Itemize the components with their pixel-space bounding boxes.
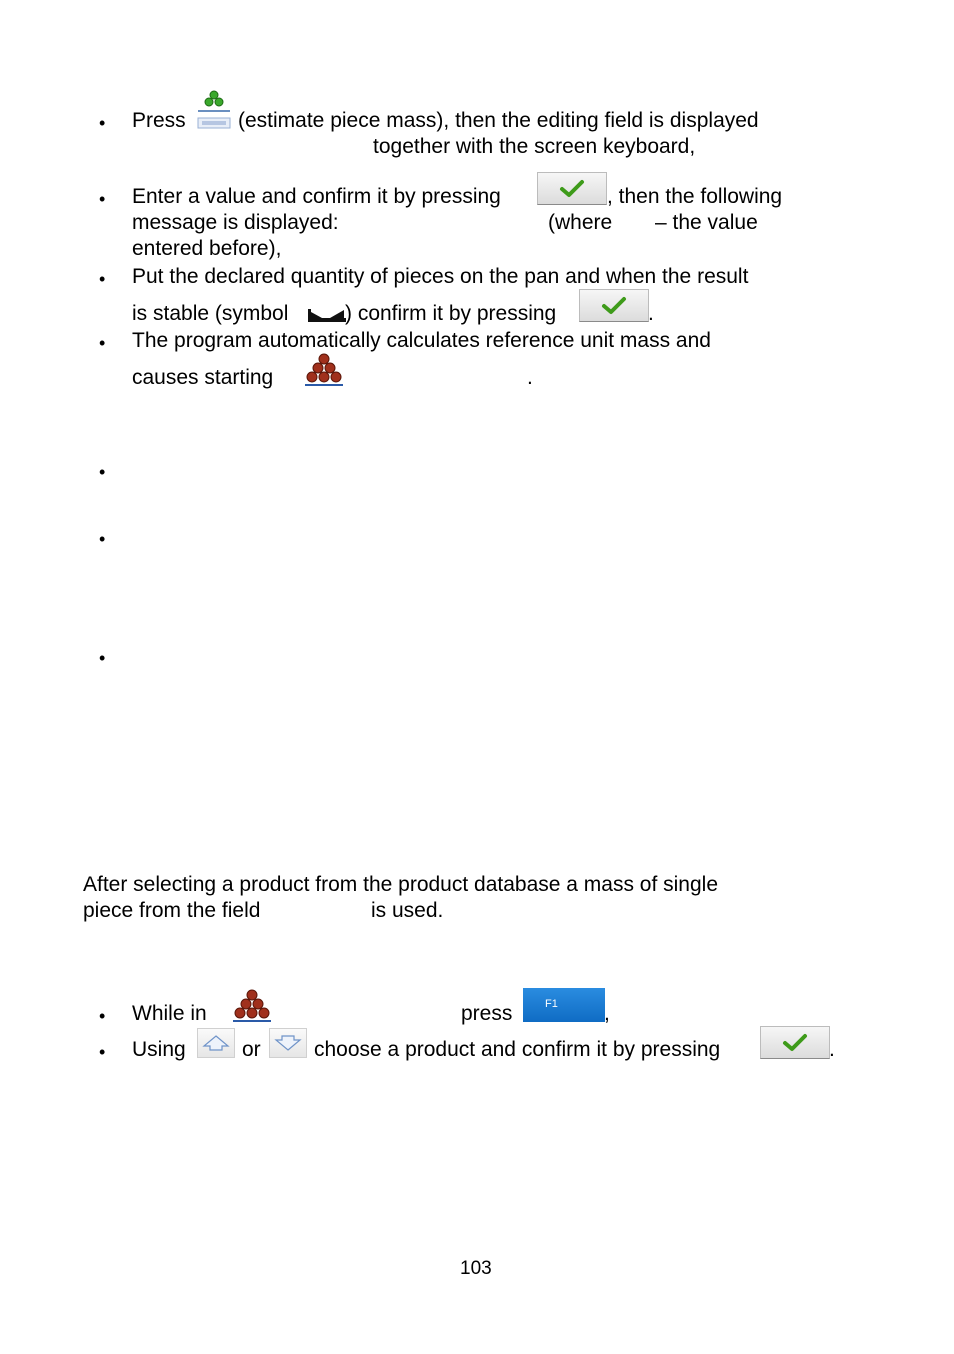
text: together with the screen keyboard, xyxy=(373,135,696,158)
item-causes-starting xyxy=(132,366,273,390)
item-press-estimate-line2 xyxy=(373,135,695,159)
item-enter-value-tail xyxy=(607,185,782,209)
item-entered-before xyxy=(132,237,281,261)
item-choose-product xyxy=(314,1038,720,1062)
check-icon xyxy=(559,179,585,199)
f1-button[interactable] xyxy=(523,988,605,1022)
text: choose a product and confirm it by pressing xyxy=(314,1038,721,1061)
estimate-piece-mass-icon[interactable] xyxy=(196,89,232,131)
item-where xyxy=(548,211,612,235)
confirm-button[interactable] xyxy=(579,289,649,322)
bullet: • xyxy=(99,113,106,133)
text: causes starting xyxy=(132,366,274,389)
bullet: • xyxy=(99,529,106,549)
arrow-down-button[interactable] xyxy=(269,1028,307,1058)
arrow-up-button[interactable] xyxy=(197,1028,235,1058)
paragraph-line2 xyxy=(83,899,260,923)
text: Put the declared quantity of pieces on the pan and when the result xyxy=(132,265,749,288)
item-or xyxy=(242,1038,261,1062)
arrow-down-icon xyxy=(273,1034,303,1052)
paragraph-line1 xyxy=(83,873,718,897)
period xyxy=(527,366,533,390)
text: While in xyxy=(132,1002,207,1025)
bullet: • xyxy=(99,333,106,353)
text: After selecting a product from the product database a mass of single xyxy=(83,873,719,896)
check-icon xyxy=(601,296,627,316)
comma xyxy=(604,1002,610,1026)
item-is-stable xyxy=(132,302,288,326)
f1-label: F1 xyxy=(545,998,558,1010)
arrow-up-icon xyxy=(201,1034,231,1052)
text: or xyxy=(242,1038,261,1061)
bullet: • xyxy=(99,462,106,482)
paragraph-line2-tail xyxy=(371,899,443,923)
parts-counting-icon xyxy=(232,988,272,1024)
text: . xyxy=(527,366,533,389)
item-press-estimate-text xyxy=(238,109,759,133)
text: . xyxy=(648,302,654,325)
item-put-pieces xyxy=(132,265,748,289)
page-number: 103 xyxy=(460,1258,492,1279)
text: Enter a value and confirm it by pressing xyxy=(132,185,501,208)
stable-symbol-icon xyxy=(308,307,346,323)
item-confirm-pressing xyxy=(345,302,556,326)
confirm-button[interactable] xyxy=(537,172,607,205)
text: Using xyxy=(132,1038,186,1061)
text: is stable (symbol xyxy=(132,302,289,325)
confirm-button[interactable] xyxy=(760,1026,830,1059)
bullet: • xyxy=(99,1042,106,1062)
item-program-calculates xyxy=(132,329,711,353)
text: ) confirm it by pressing xyxy=(345,302,557,325)
text: . xyxy=(829,1038,835,1061)
item-using xyxy=(132,1038,186,1062)
item-press-estimate xyxy=(132,109,186,133)
text: message is displayed: xyxy=(132,211,339,234)
item-the-value xyxy=(655,211,758,235)
bullet: • xyxy=(99,648,106,668)
item-while-in xyxy=(132,1002,207,1026)
text: , xyxy=(604,1002,610,1025)
text: piece from the field xyxy=(83,899,261,922)
bullet: • xyxy=(99,269,106,289)
text: is used. xyxy=(371,899,444,922)
check-icon xyxy=(782,1033,808,1053)
parts-counting-icon xyxy=(304,352,344,388)
period xyxy=(829,1038,835,1062)
text: – the value xyxy=(655,211,758,234)
text: press xyxy=(461,1002,513,1025)
item-press xyxy=(461,1002,512,1026)
text: entered before), xyxy=(132,237,282,260)
period xyxy=(648,302,654,326)
bullet: • xyxy=(99,1006,106,1026)
item-enter-value xyxy=(132,185,501,209)
text: , then the following xyxy=(607,185,783,208)
text: (where xyxy=(548,211,613,234)
text: Press xyxy=(132,109,186,132)
item-message-displayed xyxy=(132,211,339,235)
text: (estimate piece mass), then the editing field is displayed xyxy=(238,109,759,132)
text: The program automatically calculates reference unit mass and xyxy=(132,329,711,352)
bullet: • xyxy=(99,189,106,209)
